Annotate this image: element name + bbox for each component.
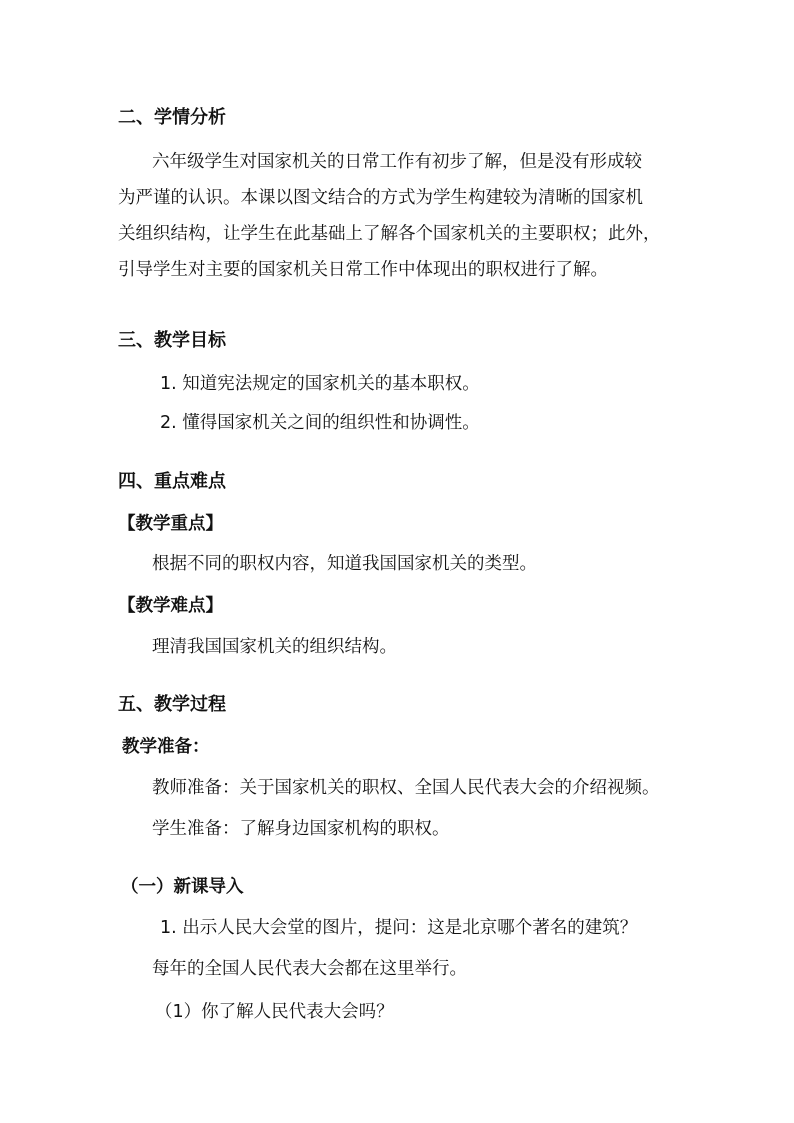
step-1-line: 1. 出示人民大会堂的图片，提问：这是北京哪个著名的建筑？ bbox=[160, 918, 638, 938]
key-point-text: 根据不同的职权内容，知道我国国家机关的类型。 bbox=[152, 554, 537, 574]
paragraph-line: 关组织结构，让学生在此基础上了解各个国家机关的主要职权；此外， bbox=[118, 224, 661, 244]
key-point-label: 【教学重点】 bbox=[118, 514, 223, 534]
paragraph-line: 六年级学生对国家机关的日常工作有初步了解，但是没有形成较 bbox=[152, 152, 642, 172]
subsection-1-heading: （一）新课导入 bbox=[121, 877, 244, 897]
teacher-prep: 教师准备：关于国家机关的职权、全国人民代表大会的介绍视频。 bbox=[152, 778, 660, 798]
student-prep: 学生准备：了解身边国家机构的职权。 bbox=[152, 819, 450, 839]
section-3-heading: 三、教学目标 bbox=[118, 330, 226, 351]
section-2-heading: 二、学情分析 bbox=[118, 107, 226, 128]
prep-label: 教学准备： bbox=[122, 737, 210, 757]
paragraph-line: 为严谨的认识。本课以图文结合的方式为学生构建较为清晰的国家机 bbox=[118, 188, 643, 208]
section-4-heading: 四、重点难点 bbox=[118, 471, 226, 492]
difficulty-label: 【教学难点】 bbox=[118, 596, 223, 616]
section-5-heading: 五、教学过程 bbox=[118, 694, 226, 715]
objective-item: 2. 懂得国家机关之间的组织性和协调性。 bbox=[160, 413, 480, 433]
objective-item: 1. 知道宪法规定的国家机关的基本职权。 bbox=[160, 374, 480, 394]
difficulty-text: 理清我国国家机关的组织结构。 bbox=[152, 637, 397, 657]
question-1: （1）你了解人民代表大会吗？ bbox=[155, 1002, 394, 1022]
step-1-line: 每年的全国人民代表大会都在这里举行。 bbox=[152, 959, 467, 979]
paragraph-line: 引导学生对主要的国家机关日常工作中体现出的职权进行了解。 bbox=[118, 260, 608, 280]
